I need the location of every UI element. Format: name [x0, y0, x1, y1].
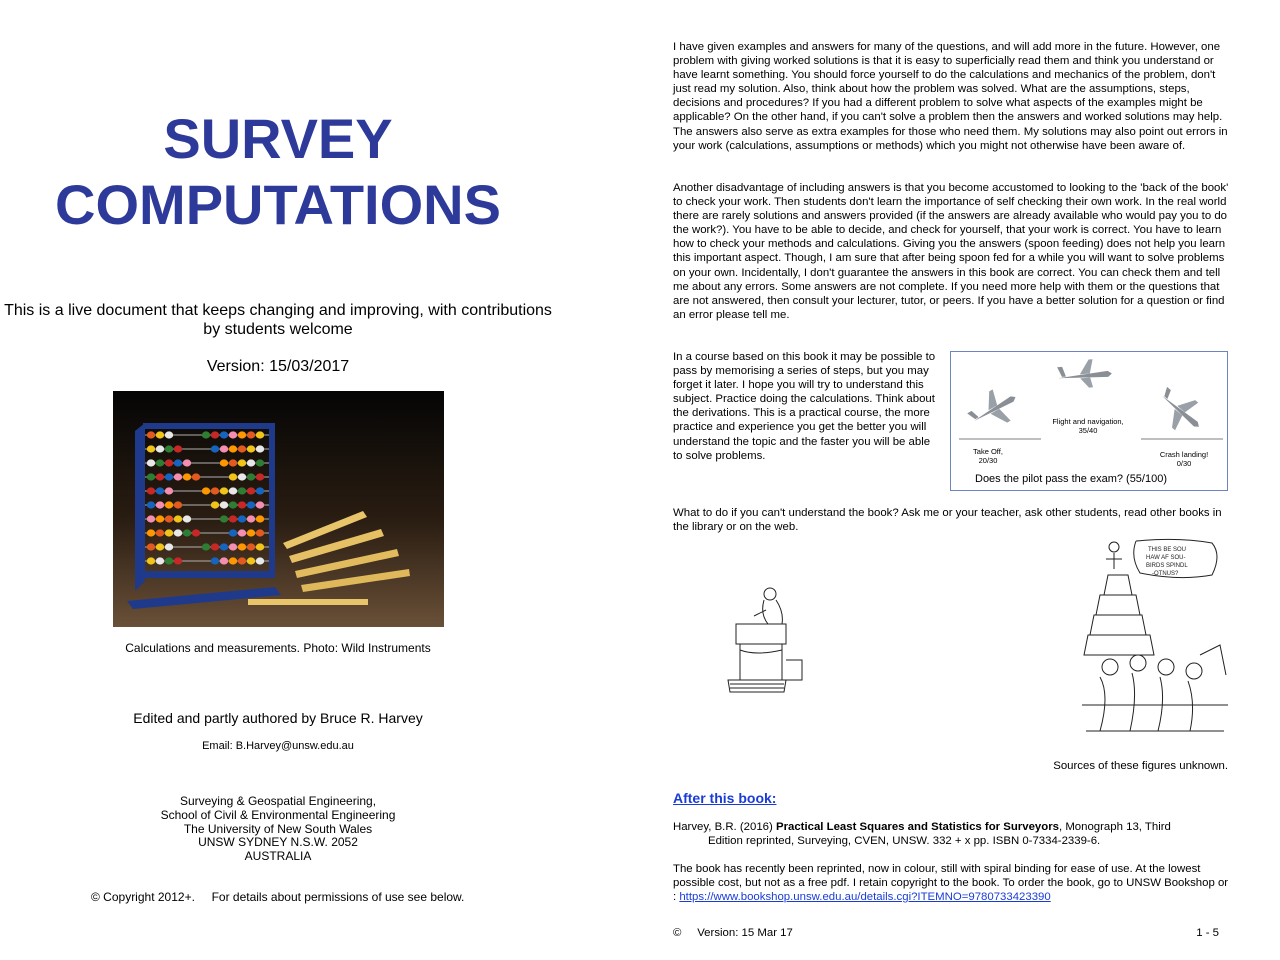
content-page: [640, 0, 1280, 960]
abacus-bead: [174, 473, 182, 480]
abacus-bead: [211, 557, 219, 564]
abacus-bead: [247, 529, 255, 536]
address-line: School of Civil & Environmental Engineering: [160, 807, 396, 822]
flight-text: Flight and navigation,: [1052, 417, 1124, 426]
book-reference: [673, 820, 1233, 848]
abacus-bead: [247, 445, 255, 452]
abacus-bead: [229, 487, 237, 494]
abacus-bead: [256, 557, 264, 564]
flight-jet-icon: [1057, 358, 1113, 391]
abacus-bead: [156, 459, 164, 466]
paragraph-back-of-book: Another disadvantage of including answers is that you become accustomed to looking to the 'back of the book' to check your work. Then students don't learn the importance of self checking their own work. In the real world there are rarely solutions and answers provided (if the answers are already available who would pay you to do the work?). You have to be able to decide, and check for yourself, that your work is correct. You have to learn how to check your methods and calculations. Giving you the answers (spoon feeding) does not help you learn this important aspect. Though, I am sure that after being spoon fed for a while you will want to solve problems on your own. Incidentally, I don't guarantee the answers in this book are correct. You can check them and tell me about any errors. Some answers are not complete. If you need more help with them or the questions that are not answered, then consult your lecturer, tutor, or peers. If you have a better solution for a question or find an error please tell me.: [673, 182, 1229, 321]
abacus-bead: [247, 473, 255, 480]
abacus-bead: [156, 487, 164, 494]
bookshop-link[interactable]: https://www.bookshop.unsw.edu.au/details.cgi?ITEMNO=9780733423390: [679, 891, 1051, 904]
address-block: [0, 795, 556, 864]
abacus-bead: [147, 473, 155, 480]
abacus-bead: [229, 459, 237, 466]
abacus-bead: [147, 515, 155, 522]
abacus-bead: [183, 473, 191, 480]
title-line-1: SURVEY: [163, 107, 393, 170]
abacus-bead: [147, 487, 155, 494]
crash-text: Crash landing!: [1159, 450, 1209, 459]
abacus-photo: [113, 391, 444, 627]
abacus-bead: [256, 487, 264, 494]
ref-rest: , Monograph 13, Third: [1058, 821, 1171, 833]
scribe-drawing: [726, 580, 810, 704]
abacus-bead: [165, 445, 173, 452]
abacus-bead: [247, 459, 255, 466]
abacus-bead: [165, 431, 173, 438]
abacus-bead: [156, 557, 164, 564]
abacus-bead: [238, 543, 246, 550]
abacus-bead: [174, 557, 182, 564]
abacus-bead: [174, 515, 182, 522]
pilot-question: Does the pilot pass the exam? (55/100): [975, 473, 1168, 485]
takeoff-text: Take Off,: [973, 447, 1003, 456]
abacus-bead: [165, 459, 173, 466]
abacus-bead: [156, 543, 164, 550]
abacus-bead: [229, 529, 237, 536]
abacus-bead: [229, 473, 237, 480]
ref-author: Harvey, B.R. (2016): [673, 821, 776, 833]
abacus-bead: [229, 557, 237, 564]
abacus-bead: [256, 459, 264, 466]
abacus-bead: [247, 557, 255, 564]
abacus-bead: [256, 473, 264, 480]
abacus-bead: [229, 515, 237, 522]
abacus-bead: [247, 515, 255, 522]
abacus-bead: [220, 515, 228, 522]
paragraph-memorising: In a course based on this book it may be possible to pass by memorising a series of steps, but you may forget it later. I hope you will try to understand this subject. Practice doing the calculations. Think about the derivations. This is a practical course, the more practice and experience you get the better you will understand the topic and the faster you will be able to solve problems.: [673, 351, 936, 462]
copyright-notice: © Copyright 2012+. For details about permissions of use see below.: [91, 890, 465, 904]
paragraph-help: What to do if you can't understand the book? Ask me or your teacher, ask other students, read other books in the library or on the web.: [673, 507, 1222, 534]
abacus-bead: [229, 431, 237, 438]
abacus-bead: [156, 529, 164, 536]
abacus-bead: [247, 501, 255, 508]
abacus-bead: [156, 473, 164, 480]
crash-score: 0/30: [1176, 459, 1192, 468]
abacus-bead: [256, 543, 264, 550]
abacus-bead: [202, 543, 210, 550]
abacus-bead: [220, 445, 228, 452]
speech-line: BIRDS SPINDL: [1146, 563, 1188, 569]
abacus-bead: [220, 487, 228, 494]
abacus-bead: [147, 431, 155, 438]
abacus-bead: [192, 529, 200, 536]
abacus-bead: [220, 501, 228, 508]
speech-line: THIS BE SOU: [1148, 547, 1187, 553]
abacus-bead: [174, 529, 182, 536]
address-line: AUSTRALIA: [244, 849, 312, 864]
page-number: 1 - 5: [1196, 927, 1219, 939]
crash-jet-icon: [1149, 381, 1210, 441]
abacus-bead: [247, 487, 255, 494]
abacus-bead: [165, 543, 173, 550]
student-tower-cartoon: [1080, 535, 1230, 745]
abacus-bead: [256, 431, 264, 438]
abacus-bead: [238, 473, 246, 480]
abacus-bead: [202, 487, 210, 494]
abacus-bead: [211, 487, 219, 494]
ref-title: Practical Least Squares and Statistics for Surveyors: [775, 821, 1059, 833]
photo-caption: Calculations and measurements. Photo: Wild Instruments: [125, 641, 431, 655]
abacus-bead: [183, 515, 191, 522]
abacus-bead: [229, 543, 237, 550]
abacus-bead: [220, 543, 228, 550]
version-label: Version: 15/03/2017: [206, 358, 350, 375]
abacus-bead: [147, 459, 155, 466]
abacus-bead: [156, 515, 164, 522]
after-this-book-heading[interactable]: After this book:: [673, 790, 777, 806]
abacus-bead: [238, 445, 246, 452]
abacus-bead: [202, 431, 210, 438]
abacus-bead: [165, 529, 173, 536]
reprint-text: The book has recently been reprinted, now in colour, still with spiral binding for ease of use. At the lowest possible cost, but not as a free pdf. I retain copyright to the book. To order the book, go to UNSW Bookshop or :: [673, 863, 1229, 904]
address-line: The University of New South Wales: [183, 821, 373, 836]
speech-line: -OTNUS?: [1152, 571, 1179, 577]
abacus-bead: [238, 431, 246, 438]
pilot-exam-figure: [950, 351, 1228, 491]
abacus-bead: [211, 501, 219, 508]
abacus-bead: [229, 501, 237, 508]
abacus-bead: [192, 473, 200, 480]
student-tower-drawing: [1080, 535, 1230, 745]
abacus-bead: [256, 529, 264, 536]
abacus-illustration: [113, 391, 444, 627]
address-line: UNSW SYDNEY N.S.W. 2052: [198, 835, 358, 850]
abacus-bead: [238, 515, 246, 522]
abacus-bead: [229, 445, 237, 452]
abacus-bead: [238, 487, 246, 494]
abacus-bead: [156, 445, 164, 452]
abacus-bead: [147, 543, 155, 550]
abacus-bead: [238, 529, 246, 536]
ref-edition: Edition reprinted, Surveying, CVEN, UNSW. 332 + x pp. ISBN 0-7334-2339-6.: [708, 835, 1101, 848]
takeoff-jet-icon: [963, 381, 1024, 437]
abacus-bead: [147, 501, 155, 508]
abacus-bead: [174, 445, 182, 452]
abacus-bead: [165, 473, 173, 480]
abacus-bead: [211, 445, 219, 452]
abacus-bead: [147, 557, 155, 564]
abacus-bead: [256, 501, 264, 508]
flight-score: 35/40: [1078, 426, 1098, 435]
abacus-bead: [183, 529, 191, 536]
abacus-bead: [147, 529, 155, 536]
abacus-bead: [256, 445, 264, 452]
abacus-bead: [220, 557, 228, 564]
abacus-bead: [211, 431, 219, 438]
abacus-bead: [165, 557, 173, 564]
abacus-bead: [165, 501, 173, 508]
abacus-bead: [165, 487, 173, 494]
address-line: Surveying & Geospatial Engineering,: [179, 794, 377, 808]
abacus-bead: [174, 459, 182, 466]
abacus-bead: [247, 431, 255, 438]
title-line-2: COMPUTATIONS: [55, 173, 501, 236]
abacus-bead: [238, 501, 246, 508]
abacus-bead: [238, 557, 246, 564]
abacus-bead: [220, 459, 228, 466]
abacus-bead: [156, 501, 164, 508]
reprint-paragraph: [673, 862, 1233, 904]
takeoff-score: 20/30: [978, 456, 998, 465]
abacus-bead: [211, 543, 219, 550]
abacus-bead: [147, 445, 155, 452]
abacus-bead: [174, 501, 182, 508]
abacus-bead: [247, 543, 255, 550]
abacus-bead: [256, 515, 264, 522]
footer-version: © Version: 15 Mar 17: [673, 927, 793, 939]
scribe-cartoon: [726, 580, 810, 704]
crash-label: [1151, 450, 1217, 468]
abacus-bead: [165, 515, 173, 522]
live-document-note: This is a live document that keeps changing and improving, with contributions by students welcome: [4, 302, 552, 338]
abacus-bead: [183, 459, 191, 466]
figure-sources: Sources of these figures unknown.: [1053, 760, 1228, 772]
editor-email: Email: B.Harvey@unsw.edu.au: [202, 740, 354, 752]
abacus-bead: [156, 431, 164, 438]
abacus-bead: [238, 459, 246, 466]
abacus-bead: [220, 431, 228, 438]
takeoff-label: [963, 447, 1013, 465]
paragraph-worked-solutions: I have given examples and answers for many of the questions, and will add more in the future. However, one problem with giving worked solutions is that it is easy to superficially read them and think you understand or have learnt something. You should force yourself to do the calculations and mechanics of the problem, don't just read my solution. Also, think about how the problem was solved. What are the assumptions, steps, decisions and procedures? If you had a different problem to solve what aspects of the examples might be applicable? On the other hand, if you can't solve a problem then the answers and worked solutions may help. The answers also serve as extra examples for those who need them. My solutions may also point out errors in your work (calculations, assumptions or methods) which you might not otherwise have been aware of.: [673, 41, 1228, 152]
flight-label: [1043, 417, 1133, 435]
speech-line: HAW AF SOU-: [1146, 555, 1186, 561]
editor-credit: Edited and partly authored by Bruce R. Harvey: [133, 710, 423, 726]
